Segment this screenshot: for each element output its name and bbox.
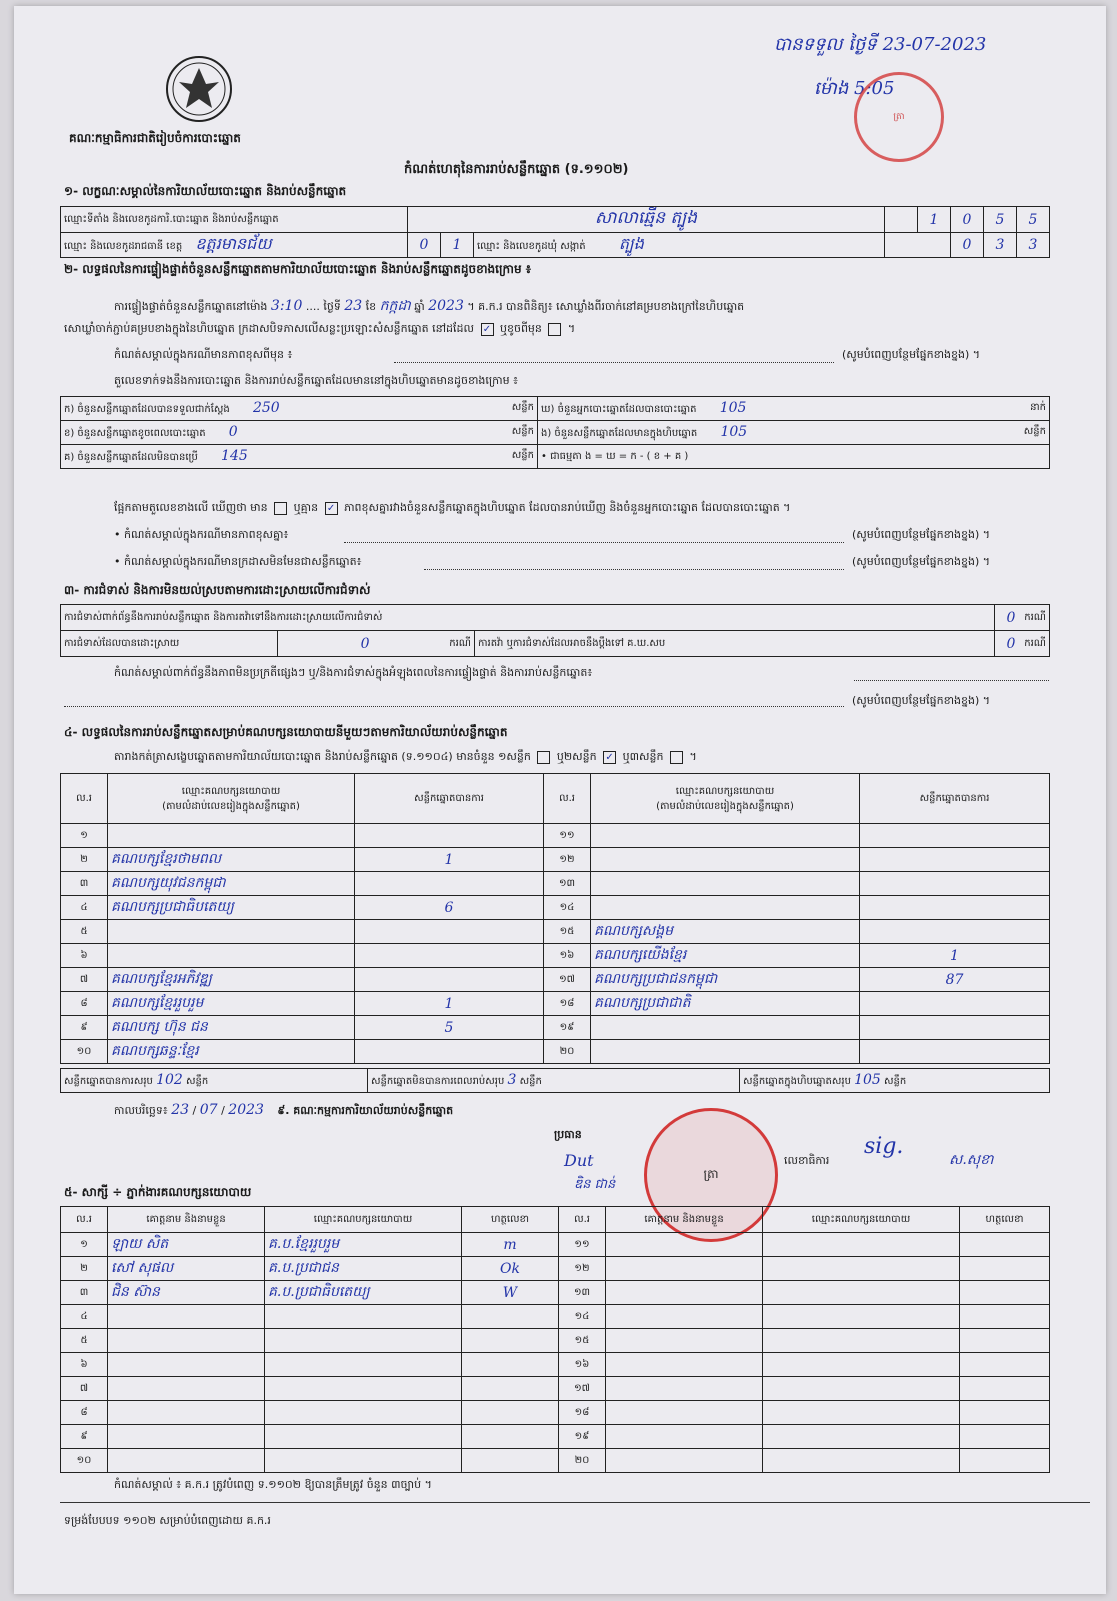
party-name [591, 872, 860, 896]
fill-note: (សូមបំពេញបន្ថែមផ្នែកខាងខ្នង) ។ [852, 528, 991, 541]
chair-label: ប្រធាន [554, 1128, 582, 1141]
unchanged-checkbox[interactable]: ✓ [481, 323, 494, 336]
sec2-heading: ២- លទ្ធផលនៃការផ្ទៀងផ្ទាត់ចំនួនសន្លឹកឆ្នោតតាមការិយាល័យបោះឆ្នោត និងរាប់សន្លឹកឆ្នោតដូចខាងក្រោម ៖ [64, 262, 532, 276]
witness-party [763, 1257, 960, 1281]
row-number: ៥ [61, 920, 108, 944]
party-name [108, 824, 355, 848]
appeal-value: 0 [1006, 635, 1016, 652]
form-title: កំណត់ហេតុនៃការរាប់សន្លឹកឆ្នោត (ទ.១១០២) [404, 162, 629, 177]
row-number: ១២ [544, 848, 591, 872]
row-number: ១៣ [544, 872, 591, 896]
party-votes [860, 992, 1050, 1016]
col-sig: ហត្ថលេខា [960, 1207, 1050, 1233]
sec2-line1: ការផ្ទៀងផ្ទាត់ចំនួនសន្លឹកឆ្នោតនៅម៉ោង 3:10 .... ថ្ងៃទី 23 ខែ កក្កដា ឆ្នាំ 2023 ។ គ.ក.រ បានពិនិត្យ៖ សោឃ្លាំងពីរចាក់នៅគម្របខាងក្រៅនៃហិបឆ្នោត [114, 298, 745, 314]
witness-party [763, 1233, 960, 1257]
party-votes [860, 1016, 1050, 1040]
witness-party [763, 1401, 960, 1425]
date-month: 07 [199, 1102, 218, 1118]
party-name: គណបក្សខ្មែរថាមពល [108, 848, 355, 872]
table-row [61, 824, 1050, 848]
fill-note: (សូមបំពេញបន្ថែមផ្នែកខាងខ្នង) ។ [852, 694, 991, 707]
nec-emblem-icon [164, 54, 234, 124]
party-name: គណបក្សខ្មែររួបរួម [108, 992, 355, 1016]
witness-party [763, 1353, 960, 1377]
witness-signature: m [462, 1233, 559, 1257]
row-number: ១៦ [544, 944, 591, 968]
sec3-note: កំណត់សម្គាល់ពាក់ព័ន្ធនឹងភាពមិនប្រក្រតីផ្សេងៗ ឬ/និងការជំទាស់ក្នុងអំឡុងពេលនៃការផ្ទៀងផ្ទាត់ និងការរាប់សន្លឹកឆ្នោត៖ [114, 666, 593, 679]
table-row [61, 896, 1050, 920]
table-row [61, 1425, 1050, 1449]
ngo-value: 105 [720, 424, 748, 440]
witness-party [763, 1305, 960, 1329]
table-row [61, 1281, 1050, 1305]
party-votes [355, 872, 544, 896]
party-votes: 5 [355, 1016, 544, 1040]
commune-value: ត្បូង [618, 234, 644, 253]
row-number: ១៤ [559, 1305, 606, 1329]
total-box: 105 [854, 1072, 881, 1088]
col-name: គោត្តនាម និងនាមខ្លួន [606, 1207, 763, 1233]
note-diff: • កំណត់សម្គាល់ក្នុងករណីមានភាពខុសគ្នា៖ [114, 528, 289, 541]
row-number: ៨ [61, 1401, 108, 1425]
chair-signature: Dut [564, 1151, 594, 1170]
witness-signature [462, 1377, 559, 1401]
code-digit: 0 [408, 233, 441, 258]
resolved-value: 0 [360, 635, 370, 652]
witness-party [265, 1329, 462, 1353]
witness-party [763, 1281, 960, 1305]
party-name [591, 1040, 860, 1064]
witness-name [108, 1449, 265, 1473]
col-votes: សន្លឹកឆ្នោតបានការ [860, 774, 1050, 824]
row-number: ៦ [61, 944, 108, 968]
witness-party [763, 1329, 960, 1353]
kha-label: ខ) ចំនួនសន្លឹកឆ្នោតខូចពេលបោះឆ្នោត [64, 428, 206, 439]
total-invalid-label: សន្លឹកឆ្នោតមិនបានការពេលរាប់សរុប [371, 1076, 505, 1087]
row-number: ១៥ [544, 920, 591, 944]
code-digit: 3 [1017, 233, 1050, 258]
witness-party [265, 1449, 462, 1473]
province-value: ឧត្តរមានជ័យ [195, 234, 272, 253]
row-number: ២០ [544, 1040, 591, 1064]
code-digit: 5 [984, 207, 1017, 233]
code-digit: 5 [1017, 207, 1050, 233]
witness-name [606, 1257, 763, 1281]
col-no: ល.រ [544, 774, 591, 824]
sec2-line3: កំណត់សម្គាល់ក្នុងករណីមានភាពខុសពីមុន ៖ [114, 348, 293, 361]
time-value: 3:10 [270, 298, 303, 314]
objection-label: ការជំទាស់ពាក់ព័ន្ធនឹងការរាប់សន្លឹកឆ្នោត និងការតវ៉ាទៅនឹងការដោះស្រាយលើការជំទាស់ [61, 605, 995, 631]
resolved-label: ការជំទាស់ដែលបានដោះស្រាយ [61, 631, 278, 657]
witness-party [265, 1425, 462, 1449]
date-day: 23 [171, 1102, 190, 1118]
row-number: ១៩ [559, 1425, 606, 1449]
table-row [61, 920, 1050, 944]
note-invalid: • កំណត់សម្គាល់ក្នុងករណីមានក្រដាសមិនមែនជាសន្លឹកឆ្នោត៖ [114, 555, 362, 568]
kho-value: 105 [719, 400, 747, 416]
fill-note: (សូមបំពេញបន្ថែមផ្នែកខាងខ្នង) ។ [842, 348, 981, 361]
code-digit: 1 [918, 207, 951, 233]
diff-yes-checkbox[interactable] [274, 502, 287, 515]
form-footer: ទម្រង់បែបបទ ១១០២ សម្រាប់បំពេញដោយ គ.ក.រ [64, 1514, 271, 1527]
total-valid-label: សន្លឹកឆ្នោតបានការសរុប [64, 1076, 153, 1087]
party-name: គណបក្សប្រជាធិបតេយ្យ [108, 896, 355, 920]
table-row [61, 1401, 1050, 1425]
kho-label: ឃ) ចំនួនអ្នកបោះឆ្នោតដែលបានបោះឆ្នោត [541, 404, 697, 415]
witness-signature [462, 1401, 559, 1425]
witness-signature: W [462, 1281, 559, 1305]
row-number: ១ [61, 1233, 108, 1257]
party-votes [860, 824, 1050, 848]
row-number: ១១ [559, 1233, 606, 1257]
witness-name [108, 1401, 265, 1425]
row-number: ៨ [61, 992, 108, 1016]
sec4-heading: ៤- លទ្ធផលនៃការរាប់សន្លឹកឆ្នោតសម្រាប់គណបក្សនយោបាយនីមួយៗតាមការិយាល័យរាប់សន្លឹកឆ្នោត [64, 725, 508, 739]
table-row [61, 944, 1050, 968]
day-value: 23 [344, 298, 363, 314]
witness-party: គ.ប.ខ្មែររួបរួម [265, 1233, 462, 1257]
code-digit: 0 [951, 207, 984, 233]
party-name: គណបក្សសង្គម [591, 920, 860, 944]
ka-value: 250 [252, 400, 280, 416]
party-votes: 1 [355, 848, 544, 872]
party-votes [355, 968, 544, 992]
row-number: ២ [61, 848, 108, 872]
secretary-name: ស.សុខា [949, 1152, 994, 1168]
date-line: កាលបរិច្ឆេទ៖ 23 / 07 / 2023 ៩. គណៈកម្មការការិយាល័យរាប់សន្លឹកឆ្នោត [114, 1102, 454, 1118]
sec2-line4: តួលេខទាក់ទងនឹងការបោះឆ្នោត និងការរាប់សន្លឹកឆ្នោតដែលមាននៅក្នុងហិបឆ្នោតមានដូចខាងក្រោម ៖ [114, 374, 518, 387]
ngo-label: ង) ចំនួនសន្លឹកឆ្នោតដែលមានក្នុងហិបឆ្នោត [541, 428, 698, 439]
sec4-totals: សន្លឹកឆ្នោតបានការសរុប 102 សន្លឹក សន្លឹកឆ្នោតមិនបានការពេលរាប់សរុប 3 សន្លឹក សន្លឹកឆ្នោតក្នុងហិបឆ្នោតសរុប 105 សន្លឹក [60, 1068, 1050, 1093]
footnote: កំណត់សម្គាល់ ៖ គ.ក.រ ត្រូវបំពេញ ទ.១១០២ ឱ្យបានត្រឹមត្រូវ ចំនួន ៣ច្បាប់ ។ [114, 1478, 432, 1491]
province-label: ឈ្មោះ និងលេខកូដរាជធានី ខេត្ត [64, 241, 183, 252]
witness-party [265, 1401, 462, 1425]
witness-party [265, 1305, 462, 1329]
witness-signature [960, 1233, 1050, 1257]
witness-name [108, 1329, 265, 1353]
row-number: ៩ [61, 1016, 108, 1040]
witness-name [108, 1377, 265, 1401]
party-votes [355, 1040, 544, 1064]
month-value: កក្កដា [379, 298, 411, 314]
location-value: សាលាឆ្មើន ត្បូង [594, 208, 698, 228]
sec3-table: ការជំទាស់ពាក់ព័ន្ធនឹងការរាប់សន្លឹកឆ្នោត និងការតវ៉ាទៅនឹងការដោះស្រាយលើការជំទាស់ 0 ករណី ការជំទាស់ដែលបានដោះស្រាយ 0 ករណី ការតវ៉ា ឬការជំទាស់ដែលអាចនឹងប្តឹងទៅ គ.ឃ.សប 0 ករណី [60, 604, 1050, 657]
sec2-figures-table: ក) ចំនួនសន្លឹកឆ្នោតដែលបានទទួលជាក់ស្តែង 250 សន្លឹក ឃ) ចំនួនអ្នកបោះឆ្នោតដែលបានបោះឆ្នោត 105 នាក់ ខ) ចំនួនសន្លឹកឆ្នោតខូចពេលបោះឆ្នោត 0 សន្លឹក ង) ចំនួនសន្លឹកឆ្នោតដែលមានក្នុងហិបឆ្នោត 105 សន្លឹក គ) ចំនួនសន្លឹកឆ្នោតដែលមិនបានប្រើ 145 សន្លឹក • ជាធម្មតា ង = ឃ = ក - ( ខ + គ ) [60, 396, 1050, 469]
ko-label: គ) ចំនួនសន្លឹកឆ្នោតដែលមិនបានប្រើ [64, 452, 198, 463]
witness-name [606, 1449, 763, 1473]
row-number: ១៨ [544, 992, 591, 1016]
row-number: ១៨ [559, 1401, 606, 1425]
witness-signature [960, 1425, 1050, 1449]
witness-signature [960, 1449, 1050, 1473]
two-sheet-checkbox[interactable]: ✓ [603, 751, 616, 764]
party-name [108, 944, 355, 968]
witness-name: ឡាយ សិត [108, 1233, 265, 1257]
table-row [61, 1329, 1050, 1353]
witness-name [108, 1353, 265, 1377]
witness-name: សៅ សុផល [108, 1257, 265, 1281]
row-number: ១០ [61, 1449, 108, 1473]
chair-name: ឌិន ជាន់ [574, 1177, 616, 1192]
party-votes [860, 872, 1050, 896]
row-number: ១៣ [559, 1281, 606, 1305]
witness-party: គ.ប.ប្រជាធិបតេយ្យ [265, 1281, 462, 1305]
witness-party [265, 1377, 462, 1401]
sec4-results-table [60, 773, 1050, 1064]
table-row [61, 1257, 1050, 1281]
party-votes: 1 [355, 992, 544, 1016]
row-number: ១៧ [559, 1377, 606, 1401]
witness-name [606, 1329, 763, 1353]
party-name: គណបក្សយុវជនកម្ពុជា [108, 872, 355, 896]
row-number: ១៥ [559, 1329, 606, 1353]
witness-signature [960, 1257, 1050, 1281]
sec5-witness-table [60, 1206, 1050, 1473]
party-votes [860, 1040, 1050, 1064]
col-party: ឈ្មោះគណបក្សនយោបាយ (តាមលំដាប់លេខរៀងក្នុងសន្លឹកឆ្នោត) [108, 774, 355, 824]
witness-name [606, 1353, 763, 1377]
table-row [61, 1040, 1050, 1064]
row-number: ៤ [61, 896, 108, 920]
sec1-heading: ១- លក្ខណៈសម្គាល់នៃការិយាល័យបោះឆ្នោត និងរាប់សន្លឹកឆ្នោត [64, 184, 347, 198]
col-votes: សន្លឹកឆ្នោតបានការ [355, 774, 544, 824]
table-row [61, 1016, 1050, 1040]
fill-note: (សូមបំពេញបន្ថែមផ្នែកខាងខ្នង) ។ [852, 555, 991, 568]
witness-signature [462, 1449, 559, 1473]
changed-checkbox[interactable] [548, 323, 561, 336]
col-no: ល.រ [559, 1207, 606, 1233]
witness-signature [960, 1281, 1050, 1305]
row-number: ១៦ [559, 1353, 606, 1377]
col-sig: ហត្ថលេខា [462, 1207, 559, 1233]
party-votes [355, 920, 544, 944]
party-name [108, 920, 355, 944]
witness-signature [462, 1353, 559, 1377]
witness-signature [462, 1305, 559, 1329]
row-number: ១៧ [544, 968, 591, 992]
witness-name [606, 1377, 763, 1401]
secretary-label: លេខាធិការ [784, 1154, 830, 1167]
witness-name: ជិន ស៊ាន [108, 1281, 265, 1305]
row-number: ១៤ [544, 896, 591, 920]
sec3-heading: ៣- ការជំទាស់ និងការមិនយល់ស្របតាមការដោះស្រាយលើការជំទាស់ [64, 583, 371, 597]
diff-line: ផ្អែកតាមតួលេខខាងលើ ឃើញថា មាន ឬគ្មាន ✓ ភាពខុសគ្នារវាងចំនួនសន្លឹកឆ្នោតក្នុងហិបឆ្នោត ដែលបានរាប់ឃើញ និងចំនួនអ្នកបោះឆ្នោត ដែលបានបោះឆ្នោត ។ [114, 501, 791, 514]
row-number: ១៩ [544, 1016, 591, 1040]
table-row [61, 968, 1050, 992]
row-number: ៤ [61, 1305, 108, 1329]
witness-name [108, 1305, 265, 1329]
party-votes: 87 [860, 968, 1050, 992]
witness-signature [960, 1305, 1050, 1329]
total-box-label: សន្លឹកឆ្នោតក្នុងហិបឆ្នោតសរុប [743, 1076, 851, 1087]
row-number: ១០ [61, 1040, 108, 1064]
row-number: ១១ [544, 824, 591, 848]
party-votes [355, 824, 544, 848]
sec5-heading: ៥- សាក្សី ÷ ភ្នាក់ងារគណបក្សនយោបាយ [64, 1185, 252, 1199]
committee-seal: ត្រា [644, 1108, 778, 1242]
witness-party [265, 1353, 462, 1377]
witness-party: គ.ប.ប្រជាជន [265, 1257, 462, 1281]
row-number: ៧ [61, 1377, 108, 1401]
party-votes [355, 944, 544, 968]
col-party: ឈ្មោះគណបក្សនយោបាយ [265, 1207, 462, 1233]
table-row [61, 1377, 1050, 1401]
location-label: ឈ្មោះទីតាំង និងលេខកូដការិ.បោះឆ្នោត និងរាប់សន្លឹកឆ្នោត [61, 207, 408, 233]
three-sheet-checkbox[interactable] [670, 751, 683, 764]
col-party: ឈ្មោះគណបក្សនយោបាយ [763, 1207, 960, 1233]
party-name: គណបក្សឆន្ទៈខ្មែរ [108, 1040, 355, 1064]
sec1-table [60, 206, 1050, 258]
objection-value: 0 [1006, 609, 1016, 626]
col-no: ល.រ [61, 774, 108, 824]
witness-party [763, 1377, 960, 1401]
code-digit: 1 [441, 233, 474, 258]
party-votes [860, 896, 1050, 920]
code-digit: 0 [951, 233, 984, 258]
party-name [591, 1016, 860, 1040]
col-name: គោត្តនាម និងនាមខ្លួន [108, 1207, 265, 1233]
row-number: ៦ [61, 1353, 108, 1377]
witness-name [606, 1401, 763, 1425]
party-votes: 1 [860, 944, 1050, 968]
received-note: បានទទួល ថ្ងៃទី 23-07-2023 [774, 34, 987, 55]
commune-label: ឈ្មោះ និងលេខកូដឃុំ សង្កាត់ [477, 241, 586, 252]
row-number: ៥ [61, 1329, 108, 1353]
witness-party [763, 1425, 960, 1449]
ka-label: ក) ចំនួនសន្លឹកឆ្នោតដែលបានទទួលជាក់ស្តែង [64, 404, 230, 415]
formula: • ជាធម្មតា ង = ឃ = ក - ( ខ + គ ) [538, 445, 1050, 469]
witness-signature [960, 1353, 1050, 1377]
witness-party [763, 1449, 960, 1473]
witness-name [606, 1305, 763, 1329]
ko-value: 145 [221, 448, 248, 464]
party-name: គណបក្សយើងខ្មែរ [591, 944, 860, 968]
row-number: ១២ [559, 1257, 606, 1281]
witness-signature [462, 1329, 559, 1353]
party-name: គណបក្សប្រជាជនកម្ពុជា [591, 968, 860, 992]
table-row [61, 992, 1050, 1016]
witness-name [606, 1281, 763, 1305]
party-name: គណបក្ស ហ៊ុន ជន [108, 1016, 355, 1040]
diff-no-checkbox[interactable]: ✓ [325, 502, 338, 515]
row-number: ១ [61, 824, 108, 848]
table-row [61, 872, 1050, 896]
witness-name [606, 1425, 763, 1449]
table-row [61, 1353, 1050, 1377]
party-name [591, 848, 860, 872]
witness-signature [960, 1401, 1050, 1425]
col-party: ឈ្មោះគណបក្សនយោបាយ (តាមលំដាប់លេខរៀងក្នុងសន្លឹកឆ្នោត) [591, 774, 860, 824]
party-votes [860, 920, 1050, 944]
party-name: គណបក្សប្រជាជាតិ [591, 992, 860, 1016]
date-year: 2023 [228, 1102, 264, 1118]
table-row [61, 1305, 1050, 1329]
row-number: ៩ [61, 1425, 108, 1449]
total-invalid: 3 [507, 1072, 517, 1088]
received-stamp: ត្រា [854, 72, 944, 162]
row-number: ៧ [61, 968, 108, 992]
code-digit: 3 [984, 233, 1017, 258]
sec2-line2: សោឃ្លាំចាក់ភ្ជាប់គម្របខាងក្នុងនៃហិបឆ្នោត ក្រដាសបិទភាសលើសន្លះប្រឡោះសំសន្លឹកឆ្នោត នៅដដែល ✓ ឬខូចពីមុន ។ [64, 322, 576, 335]
table-row [61, 1233, 1050, 1257]
table-row [61, 848, 1050, 872]
col-no: ល.រ [61, 1207, 108, 1233]
total-valid: 102 [156, 1072, 183, 1088]
year-value: 2023 [428, 298, 464, 314]
witness-signature [960, 1377, 1050, 1401]
witness-name [606, 1233, 763, 1257]
party-name [591, 824, 860, 848]
witness-signature [960, 1329, 1050, 1353]
witness-name [108, 1425, 265, 1449]
received-time: ម៉ោង 5:05 [814, 78, 895, 99]
org-name: គណៈកម្មាធិការជាតិរៀបចំការបោះឆ្នោត [69, 131, 241, 145]
witness-signature: Ok [462, 1257, 559, 1281]
row-number: ៣ [61, 872, 108, 896]
party-votes: 6 [355, 896, 544, 920]
table-row [61, 1449, 1050, 1473]
kha-value: 0 [228, 424, 238, 440]
appeal-label: ការតវ៉ា ឬការជំទាស់ដែលអាចនឹងប្តឹងទៅ គ.ឃ.សប [475, 631, 995, 657]
form-page [14, 6, 1106, 1594]
row-number: ៣ [61, 1281, 108, 1305]
one-sheet-checkbox[interactable] [537, 751, 550, 764]
party-name [591, 896, 860, 920]
row-number: ២០ [559, 1449, 606, 1473]
witness-signature [462, 1425, 559, 1449]
sec4-sub: តារាងកត់ត្រាសង្ខេបឆ្នោតតាមការិយាល័យបោះឆ្នោត និងរាប់សន្លឹកឆ្នោត (ទ.១១០៤) មានចំនួន ១សន្លឹក ឬ២សន្លឹក ✓ ឬ៣សន្លឹក ។ [114, 750, 697, 763]
party-votes [860, 848, 1050, 872]
party-name: គណបក្សខ្មែរអភិវឌ្ឍ [108, 968, 355, 992]
row-number: ២ [61, 1257, 108, 1281]
secretary-signature: sig. [864, 1134, 904, 1159]
